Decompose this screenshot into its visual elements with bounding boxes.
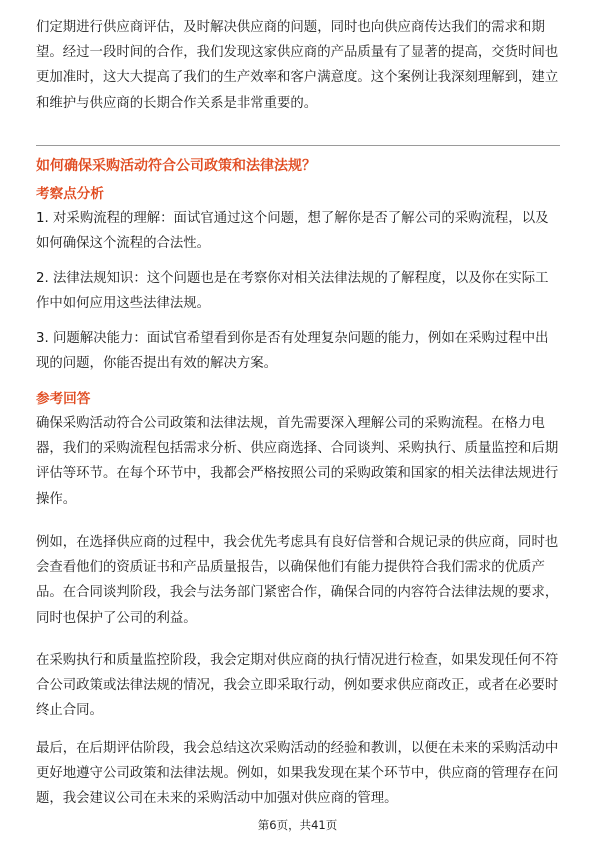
analysis-item: 2. 法律法规知识：这个问题也是在考察你对相关法律法规的了解程度，以及你在实际工作中如何应用这些法律法规。 (36, 271, 549, 312)
analysis-heading: 考察点分析 (36, 186, 104, 202)
analysis-item: 3. 问题解决能力：面试官希望看到你是否有处理复杂问题的能力，例如在采购过程中出现的问题，你能否提出有效的解决方案。 (36, 331, 549, 372)
question-title: 如何确保采购活动符合公司政策和法律法规？ (36, 158, 316, 174)
answer-paragraph: 最后，在后期评估阶段，我会总结这次采购活动的经验和教训，以便在未来的采购活动中更好地遵守公司政策和法律法规。例如，如果我发现在某个环节中，供应商的管理存在问题，我会建议公司在未来的采购活动中加强对供应商的管理。 (36, 741, 559, 807)
intro-paragraph: 们定期进行供应商评估，及时解决供应商的问题，同时也向供应商传达我们的需求和期望。经过一段时间的合作，我们发现这家供应商的产品质量有了显著的提高，交货时间也更加准时，这大大提高了我们的生产效率和客户满意度。这个案例让我深刻理解到，建立和维护与供应商的长期合作关系是非常重要的。 (36, 20, 559, 111)
answer-heading: 参考回答 (36, 391, 91, 407)
answer-paragraph: 确保采购活动符合公司政策和法律法规，首先需要深入理解公司的采购流程。在格力电器，我们的采购流程包括需求分析、供应商选择、合同谈判、采购执行、质量监控和后期评估等环节。在每个环节中，我都会严格按照公司的采购政策和国家的相关法律法规进行操作。 (36, 416, 559, 507)
answer-paragraph: 例如，在选择供应商的过程中，我会优先考虑具有良好信誉和合规记录的供应商，同时也会查看他们的资质证书和产品质量报告，以确保他们有能力提供符合我们需求的优质产品。在合同谈判阶段，我会与法务部门紧密合作，确保合同的内容符合法律法规的要求，同时也保护了公司的利益。 (36, 535, 559, 626)
page-number: 第6页，共41页 (257, 818, 338, 832)
analysis-item: 1. 对采购流程的理解：面试官通过这个问题，想了解你是否了解公司的采购流程，以及如何确保这个流程的合法性。 (36, 211, 549, 252)
section-divider (36, 145, 560, 146)
answer-paragraph: 在采购执行和质量监控阶段，我会定期对供应商的执行情况进行检查，如果发现任何不符合公司政策或法律法规的情况，我会立即采取行动，例如要求供应商改正，或者在必要时终止合同。 (36, 653, 559, 719)
